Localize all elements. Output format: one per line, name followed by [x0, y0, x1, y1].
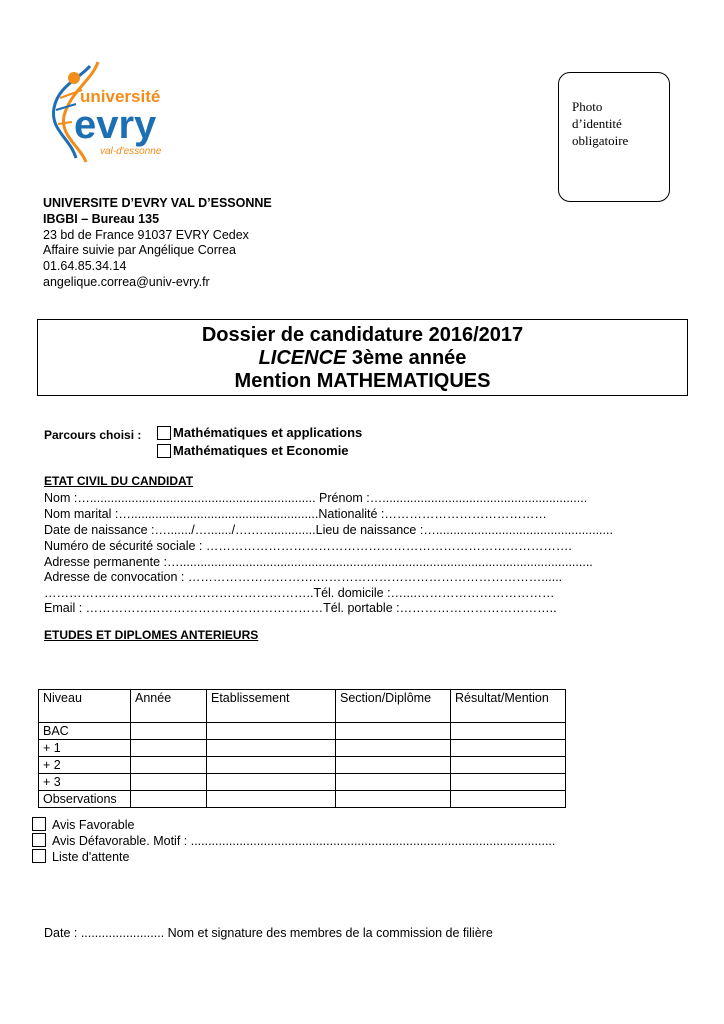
avis-favorable — [32, 817, 134, 832]
row-label: + 2 — [39, 757, 131, 774]
etat-civil-title: ETAT CIVIL DU CANDIDAT — [44, 474, 194, 488]
table-cell[interactable] — [451, 791, 566, 808]
parcours-option-economie: Mathématiques et Economie — [173, 443, 349, 458]
table-row — [39, 791, 566, 808]
field-adresse-permanente[interactable]: Adresse permanente :…....................................................................................................................... — [44, 555, 593, 569]
university-logo — [40, 58, 190, 168]
table-row — [39, 757, 566, 774]
title-box — [37, 319, 688, 396]
avis-defavorable — [32, 833, 555, 848]
title-degree — [38, 347, 687, 370]
col-header-resultat: Résultat/Mention — [451, 690, 566, 723]
table-cell[interactable] — [207, 774, 336, 791]
col-header-niveau: Niveau — [39, 690, 131, 723]
row-label: BAC — [39, 723, 131, 740]
row-label: Observations — [39, 791, 131, 808]
etudes-title: ETUDES ET DIPLOMES ANTERIEURS — [44, 628, 259, 642]
address-office: IBGBI – Bureau 135 — [43, 211, 160, 226]
field-securite-sociale[interactable]: Numéro de sécurité sociale : ……………………………………………………………………………. — [44, 539, 572, 553]
parcours-label: Parcours choisi : — [44, 428, 142, 442]
address-email: angelique.correa@univ-evry.fr — [43, 274, 210, 289]
title-main: Dossier de candidature 2016/2017 — [201, 324, 524, 346]
title-degree-italic: LICENCE — [258, 347, 347, 369]
logo-word-main: evry — [74, 103, 157, 147]
field-date-lieu-naissance[interactable]: Date de naissance :…......./…......./….…...............Lieu de naissance :…................................................... — [44, 523, 613, 537]
row-label: + 1 — [39, 740, 131, 757]
table-cell[interactable] — [336, 791, 451, 808]
avis-defavorable-checkbox[interactable] — [32, 833, 46, 847]
avis-favorable-checkbox[interactable] — [32, 817, 46, 831]
address-university: UNIVERSITE D’EVRY VAL D’ESSONNE — [43, 196, 272, 210]
col-header-etablissement: Etablissement — [207, 690, 336, 723]
col-header-annee: Année — [131, 690, 207, 723]
field-nom-prenom[interactable]: Nom :…................................................................. Prénom :…........................................................... — [44, 491, 588, 505]
table-cell[interactable] — [207, 791, 336, 808]
table-cell[interactable] — [131, 774, 207, 791]
table-row — [39, 723, 566, 740]
field-adresse-convocation[interactable]: Adresse de convocation : ………………………….………………………………………………...... — [44, 570, 563, 584]
table-cell[interactable] — [207, 723, 336, 740]
parcours-checkbox-economie[interactable] — [157, 444, 171, 458]
field-tel-domicile[interactable]: ………………………………………………………..Tél. domicile :…....…………………………… — [44, 586, 555, 600]
table-cell[interactable] — [451, 740, 566, 757]
table-cell[interactable] — [207, 740, 336, 757]
table-header-row — [39, 690, 566, 723]
photo-label: Photo d’identité obligatoire — [572, 99, 629, 148]
field-email-tel-portable[interactable]: Email : …………………………………………………Tél. portable :……………………………….. — [44, 601, 557, 615]
etudes-table — [38, 689, 566, 808]
liste-attente-checkbox[interactable] — [32, 849, 46, 863]
table-cell[interactable] — [451, 723, 566, 740]
address-block — [43, 196, 272, 291]
field-nom-marital-nationalite[interactable]: Nom marital :…......................................................Nationalité :………………………………… — [44, 507, 547, 521]
table-cell[interactable] — [131, 740, 207, 757]
avis-favorable-label: Avis Favorable — [52, 818, 135, 832]
title-degree-rest: 3ème année — [346, 347, 467, 369]
liste-attente — [32, 849, 129, 864]
table-cell[interactable] — [336, 757, 451, 774]
table-cell[interactable] — [451, 774, 566, 791]
logo-word-top: université — [80, 87, 161, 106]
table-row — [39, 774, 566, 791]
title-mention: Mention MATHEMATIQUES — [234, 370, 491, 392]
liste-attente-label: Liste d'attente — [52, 850, 130, 864]
parcours-option-applications: Mathématiques et applications — [173, 425, 363, 440]
row-label: + 3 — [39, 774, 131, 791]
avis-defavorable-label: Avis Défavorable. Motif : ......................................................................................................... — [52, 834, 556, 848]
address-contact-person: Affaire suivie par Angélique Correa — [43, 243, 236, 258]
table-cell[interactable] — [131, 757, 207, 774]
logo-word-bottom: val-d'essonne — [100, 146, 162, 157]
table-cell[interactable] — [336, 723, 451, 740]
table-cell[interactable] — [131, 791, 207, 808]
address-street: 23 bd de France 91037 EVRY Cedex — [43, 227, 249, 242]
table-cell[interactable] — [336, 740, 451, 757]
table-cell[interactable] — [336, 774, 451, 791]
col-header-section: Section/Diplôme — [336, 690, 451, 723]
date-signature-line[interactable]: Date : ........................ Nom et signature des membres de la commission de filière — [44, 926, 493, 940]
table-cell[interactable] — [207, 757, 336, 774]
address-phone: 01.64.85.34.14 — [43, 259, 127, 274]
table-cell[interactable] — [131, 723, 207, 740]
parcours-checkbox-applications[interactable] — [157, 426, 171, 440]
table-cell[interactable] — [451, 757, 566, 774]
table-row — [39, 740, 566, 757]
